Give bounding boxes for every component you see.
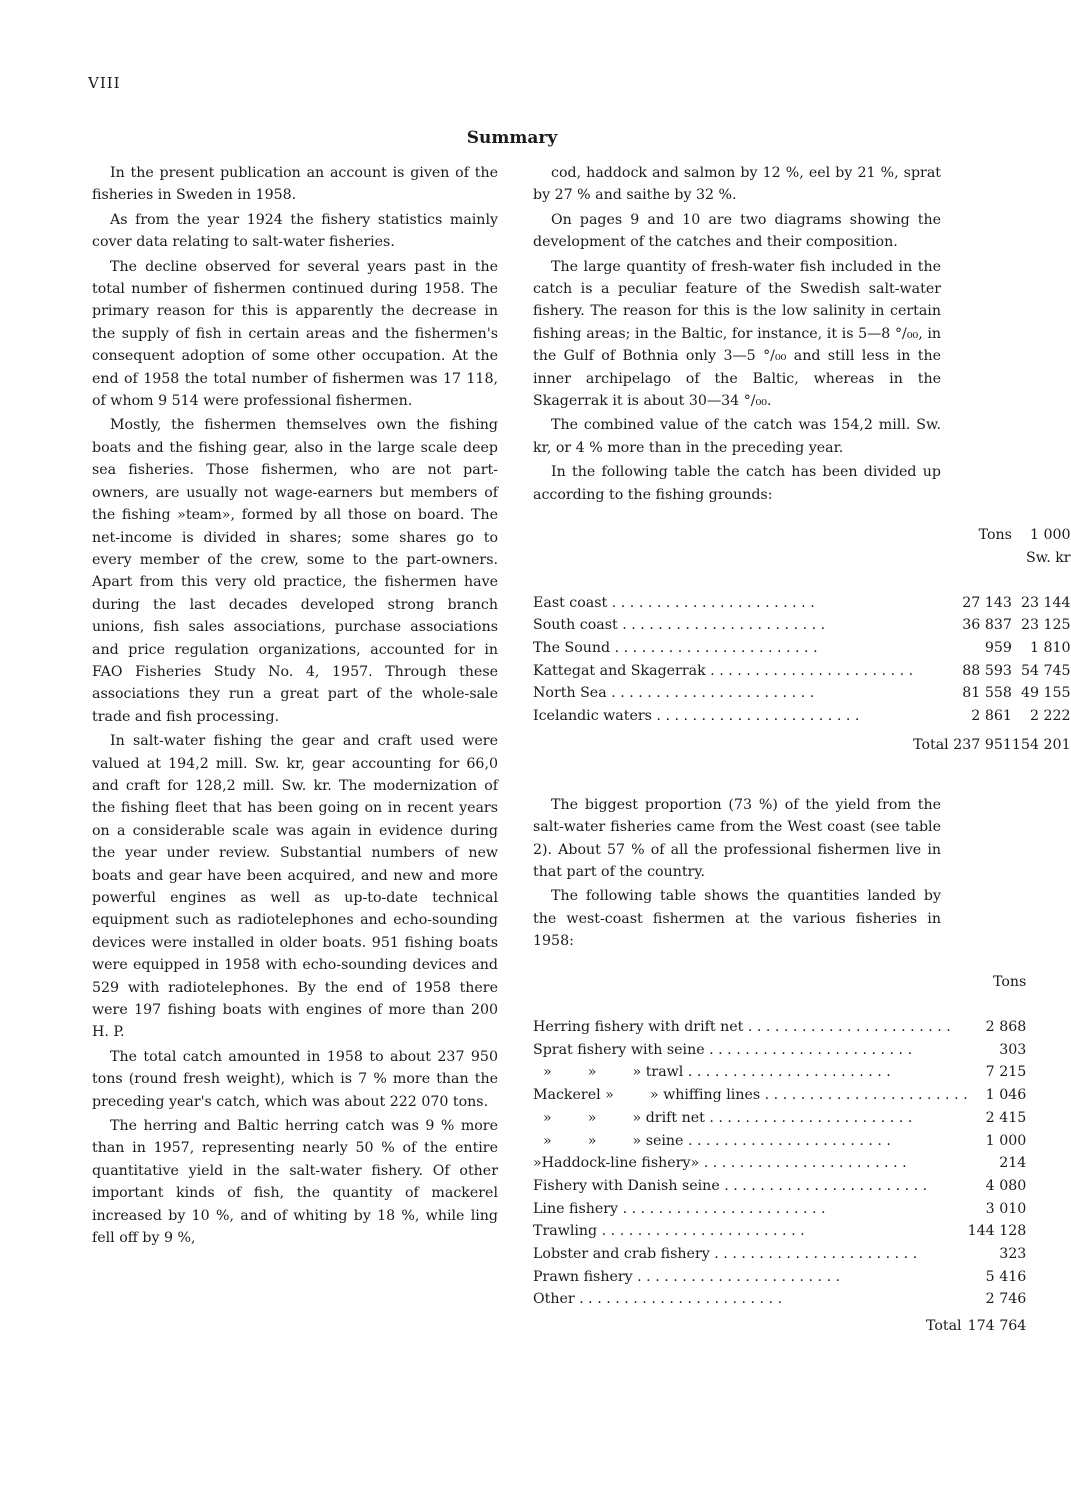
row-label: Sprat fishery with seine . . . (533, 1039, 968, 1062)
table-row (533, 1243, 1026, 1266)
table-row (533, 1288, 1026, 1311)
total-tons: 174 764 (967, 1317, 1027, 1334)
row-label: Kattegat and Skagerrak . . . (533, 660, 913, 683)
row-tons: 88 593 (962, 662, 1012, 679)
row-tons: 1 046 (985, 1087, 1027, 1104)
total-tons: Total 237 951 (913, 736, 1012, 753)
paragraph: The large quantity of fresh-water fish included in the catch is a peculiar feature of the Swedish salt-water fishery. The reason for this is the low salinity in certain fishing areas; in the Baltic, for instance, it is 5—8 °/₀₀, in the Gulf of Bothnia only 3—5 °/₀₀ and still less in the inner archipelago of the Baltic, whereas in the Skagerrak it is about 30—34 °/₀₀. (533, 258, 941, 410)
paragraph: In the present publication an account is given of the fisheries in Sweden in 1958. (92, 165, 498, 204)
table-row (533, 705, 1071, 728)
row-tons: 2 868 (985, 1019, 1027, 1036)
column-header-value-line1: 1 000 (1029, 527, 1071, 544)
table-row (533, 1152, 1026, 1175)
total-label: Total (926, 1317, 962, 1334)
left-column (92, 162, 498, 1252)
paragraph: As from the year 1924 the fishery statistics mainly cover data relating to salt-water fisheries. (92, 211, 498, 251)
column-header-tons: Tons (992, 973, 1027, 990)
row-tons: 2 861 (971, 708, 1012, 725)
table-row (533, 1061, 1026, 1084)
table-row (533, 1129, 1026, 1152)
table-row (533, 682, 1071, 705)
row-tons: 27 143 (962, 594, 1012, 611)
row-tons: 1 000 (985, 1132, 1027, 1149)
row-label: » » » trawl . . . (533, 1061, 968, 1084)
row-label: Prawn fishery . . . (533, 1266, 968, 1289)
paragraph: The biggest proportion (73 %) of the yield from the salt-water fisheries came from the West coast (see table 2). About 57 % of all the professional fishermen live in that part of the country. (533, 796, 941, 880)
table-total-row (533, 1311, 1026, 1341)
row-label: » » » seine . . . (533, 1129, 968, 1152)
row-label: Other . . . (533, 1288, 968, 1311)
row-label: Mackerel » » whiffing lines . . . (533, 1084, 968, 1107)
row-label: Fishery with Danish seine . . . (533, 1175, 968, 1198)
row-label: Trawling . . . (533, 1220, 968, 1243)
table-header-row (533, 524, 1071, 569)
row-value: 23 144 (1020, 594, 1071, 611)
row-label: Line fishery . . . (533, 1197, 968, 1220)
table-row (533, 1197, 1026, 1220)
paragraph: cod, haddock and salmon by 12 %, eel by 21 %, sprat by 27 % and saithe by 32 %. (533, 165, 941, 204)
table-header-row (533, 971, 1026, 994)
row-label: South coast . . . (533, 614, 913, 637)
table-row (533, 637, 1071, 660)
row-label: North Sea . . . (533, 682, 913, 705)
paragraph: Mostly, the fishermen themselves own the fishing boats and the fishing gear, also in the large scale deep sea fisheries. Those fishermen, who are not part-owners, are usually not wage-earners but members of the fishing »team», formed by all those on board. The net-income is divided in shares; some shares go to every member of the crew, some to the part-owners. Apart from this very old practice, the fishermen have during the last decades developed strong branch unions, fish sales associations, purchase associations and price regulation organizations, accounted for in FAO Fisheries Study No. 4, 1957. Through these associations they run a great part of the whole-sale trade and fish processing. (92, 417, 498, 725)
fishing-grounds-table (533, 524, 1071, 762)
row-tons: 4 080 (985, 1177, 1027, 1194)
row-tons: 36 837 (962, 617, 1012, 634)
row-tons: 5 416 (985, 1268, 1027, 1285)
table-row (533, 1107, 1026, 1130)
row-tons: 7 215 (985, 1064, 1027, 1081)
row-tons: 959 (984, 640, 1012, 657)
table-row (533, 1175, 1026, 1198)
paragraph: The combined value of the catch was 154,2 mill. Sw. kr, or 4 % more than in the preceding year. (533, 417, 941, 456)
total-value: 154 201 (1011, 736, 1071, 753)
row-tons: 2 415 (985, 1109, 1027, 1126)
column-header-value-line2: Sw. kr (1026, 549, 1071, 566)
west-coast-fisheries-table (533, 971, 1026, 1341)
row-tons: 144 128 (967, 1223, 1027, 1240)
row-value: 2 222 (1029, 708, 1071, 725)
row-label: » » » drift net . . . (533, 1107, 968, 1130)
row-tons: 3 010 (985, 1200, 1027, 1217)
row-tons: 214 (999, 1155, 1027, 1172)
column-header-tons: Tons (978, 527, 1012, 544)
paragraph: The decline observed for several years past in the total number of fishermen continued during 1958. The primary reason for this is apparently the decrease in the supply of fish in certain areas and the fishermen's consequent adoption of some other occupation. At the end of 1958 the total number of fishermen was 17 118, of whom 9 514 were professional fishermen. (92, 258, 498, 410)
row-value: 49 155 (1020, 685, 1071, 702)
table-total-row (533, 728, 1071, 762)
column-header-value (1012, 524, 1071, 569)
row-value: 23 125 (1020, 617, 1071, 634)
table-row (533, 660, 1071, 683)
table-row (533, 1084, 1026, 1107)
row-tons: 323 (999, 1245, 1027, 1262)
row-tons: 303 (999, 1041, 1027, 1058)
row-label: East coast . . . (533, 592, 913, 615)
table-row (533, 1220, 1026, 1243)
row-value: 54 745 (1020, 662, 1071, 679)
row-tons: 2 746 (985, 1291, 1027, 1308)
table-row (533, 1266, 1026, 1289)
paragraph: The following table shows the quantities landed by the west-coast fishermen at the various fisheries in 1958: (533, 888, 941, 950)
row-tons: 81 558 (962, 685, 1012, 702)
row-label: Lobster and crab fishery . . . (533, 1243, 968, 1266)
row-value: 1 810 (1029, 640, 1071, 657)
row-label: »Haddock-line fishery» . . . (533, 1152, 968, 1175)
row-label: Icelandic waters . . . (533, 705, 913, 728)
table-row (533, 592, 1071, 615)
paragraph: The total catch amounted in 1958 to about 237 950 tons (round fresh weight), which is 7 % more than the preceding year's catch, which was about 222 070 tons. (92, 1048, 498, 1110)
paragraph: In salt-water fishing the gear and craft used were valued at 194,2 mill. Sw. kr, gear accounting for 66,0 and craft for 128,2 mill. Sw. kr. The modernization of the fishing fleet that has been going on in recent years on a considerable scale was again in evidence during the year under review. Substantial numbers of new boats and gear have been acquired, and new and more powerful engines as well as up-to-date technical equipment such as radiotelephones and echo-sounding devices were installed in older boats. 951 fishing boats were equipped in 1958 with echo-sounding devices and 529 with radiotelephones. By the end of 1958 there were 197 fishing boats with engines of more than 200 H. P. (92, 733, 498, 1041)
paragraph: In the following table the catch has been divided up according to the fishing grounds: (533, 464, 941, 503)
table-row (533, 1016, 1026, 1039)
page-number: VIII (88, 74, 121, 92)
paragraph: On pages 9 and 10 are two diagrams showing the development of the catches and their composition. (533, 211, 941, 251)
paragraph: The herring and Baltic herring catch was 9 % more than in 1957, representing nearly 50 % of the entire quantitative yield in the salt-water fishery. Of other important kinds of fish, the quantity of mackerel increased by 10 %, and of whiting by 18 %, while ling fell off by 9 %, (92, 1118, 498, 1247)
table-row (533, 614, 1071, 637)
table-row (533, 1039, 1026, 1062)
row-label: The Sound . . . (533, 637, 913, 660)
row-label: Herring fishery with drift net . . . (533, 1016, 968, 1039)
right-column (533, 162, 1071, 1341)
page-title: Summary (466, 128, 558, 148)
